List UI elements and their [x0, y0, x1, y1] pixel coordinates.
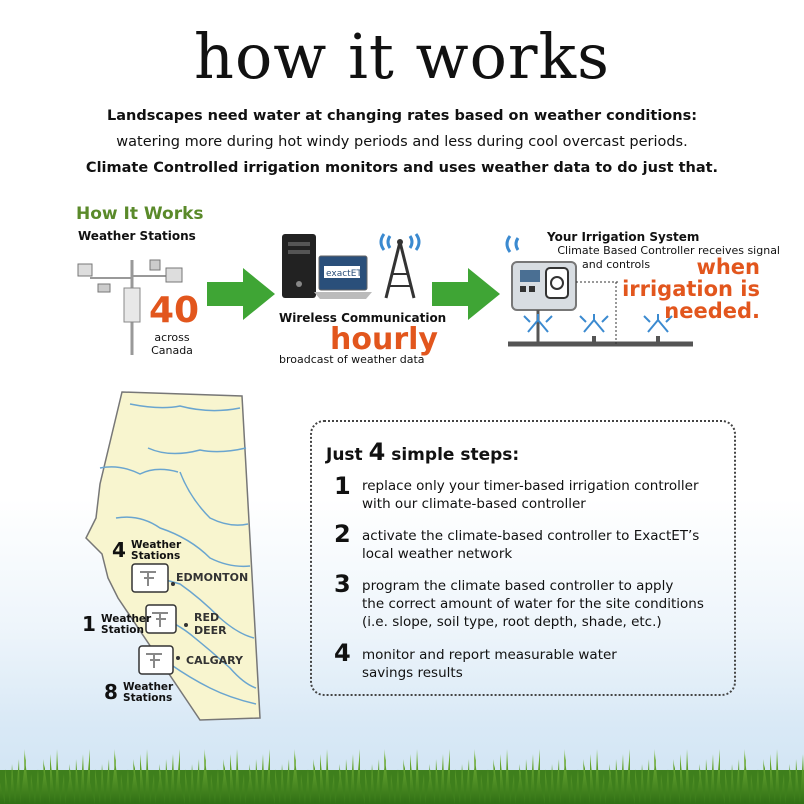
intro-line-1: Landscapes need water at changing rates based on weather conditions: [107, 108, 697, 124]
how-it-works-heading: How It Works [76, 204, 204, 224]
steps-heading-num: 4 [368, 438, 386, 466]
when-line-3: needed. [664, 299, 760, 323]
grass-decoration [0, 730, 804, 804]
map-group-2-label [101, 614, 151, 636]
weather-stations-label: Weather Stations [78, 229, 196, 243]
step-3-text [362, 577, 732, 631]
step-4-line-2: savings results [362, 665, 463, 681]
step-4-number: 4 [334, 639, 351, 667]
caption-canada: Canada [151, 344, 193, 357]
steps-heading-post: simple steps: [391, 445, 520, 465]
when-line-2: irrigation is [622, 277, 760, 301]
step-1-text [362, 477, 732, 513]
steps-heading-pre: Just [326, 445, 363, 465]
wireless-communication-label: Wireless Communication [279, 311, 447, 325]
step-2-text [362, 527, 732, 563]
map-group-2-count: 1 [82, 612, 96, 636]
step-1-line-2: with our climate-based controller [362, 496, 586, 512]
step-2-number: 2 [334, 520, 351, 548]
hourly-label: hourly [330, 322, 438, 357]
map-group-1-label-1: Weather [131, 539, 182, 551]
step-1-number: 1 [334, 472, 351, 500]
station-count: 40 [149, 290, 200, 331]
map-group-3-label [123, 682, 173, 704]
intro-line-3: Climate Controlled irrigation monitors and uses weather data to do just that. [85, 160, 719, 176]
step-4-line-1: monitor and report measurable water [362, 647, 617, 663]
irrigation-title: Your Irrigation System [547, 230, 700, 244]
broadcast-label: broadcast of weather data [279, 353, 425, 366]
map-group-1-label [131, 540, 181, 562]
map-group-calgary [104, 680, 173, 704]
city-edmonton: EDMONTON [176, 571, 249, 584]
step-2-line-1: activate the climate-based controller to ExactET’s [362, 528, 700, 544]
arrow-right-icon-2 [432, 268, 500, 320]
step-3-number: 3 [334, 570, 351, 598]
irrigation-sub-line-2: and controls [582, 258, 651, 271]
map-group-3-count: 8 [104, 680, 118, 704]
step-4-text [362, 646, 732, 682]
alberta-map [60, 388, 310, 728]
map-group-1-label-2: Stations [131, 550, 181, 562]
step-3-line-3: (i.e. slope, soil type, root depth, shade, etc.) [362, 614, 662, 630]
city-red-deer [194, 611, 227, 637]
steps-heading [326, 438, 519, 466]
map-group-reddeer [82, 612, 151, 636]
irrigation-sub-line-1: Climate Based Controller receives signal [557, 244, 780, 257]
caption-across: across [154, 331, 190, 344]
map-group-2-label-2: Station [101, 624, 144, 636]
step-3-line-1: program the climate based controller to apply [362, 578, 674, 594]
arrow-right-icon [207, 268, 275, 320]
step-1-line-1: replace only your timer-based irrigation controller [362, 478, 699, 494]
intro-line-2: watering more during hot windy periods and less during cool overcast periods. [116, 134, 688, 150]
station-count-caption [150, 331, 194, 357]
city-red-deer-line-1: RED [194, 611, 220, 624]
laptop-icon [314, 254, 372, 300]
map-group-3-label-1: Weather [123, 681, 174, 693]
when-line-1: when [696, 255, 760, 279]
laptop-brand: exactET [326, 269, 362, 279]
map-group-1-count: 4 [112, 538, 126, 562]
step-2-line-2: local weather network [362, 546, 513, 562]
radio-tower-icon [374, 228, 426, 300]
city-red-deer-line-2: DEER [194, 624, 227, 637]
map-group-2-label-1: Weather [101, 613, 152, 625]
when-irrigation-needed [610, 256, 760, 322]
step-3-line-2: the correct amount of water for the site conditions [362, 596, 704, 612]
map-group-3-label-2: Stations [123, 692, 173, 704]
city-calgary: CALGARY [186, 654, 243, 667]
page-title: how it works [194, 20, 610, 93]
map-group-edmonton [112, 538, 181, 562]
